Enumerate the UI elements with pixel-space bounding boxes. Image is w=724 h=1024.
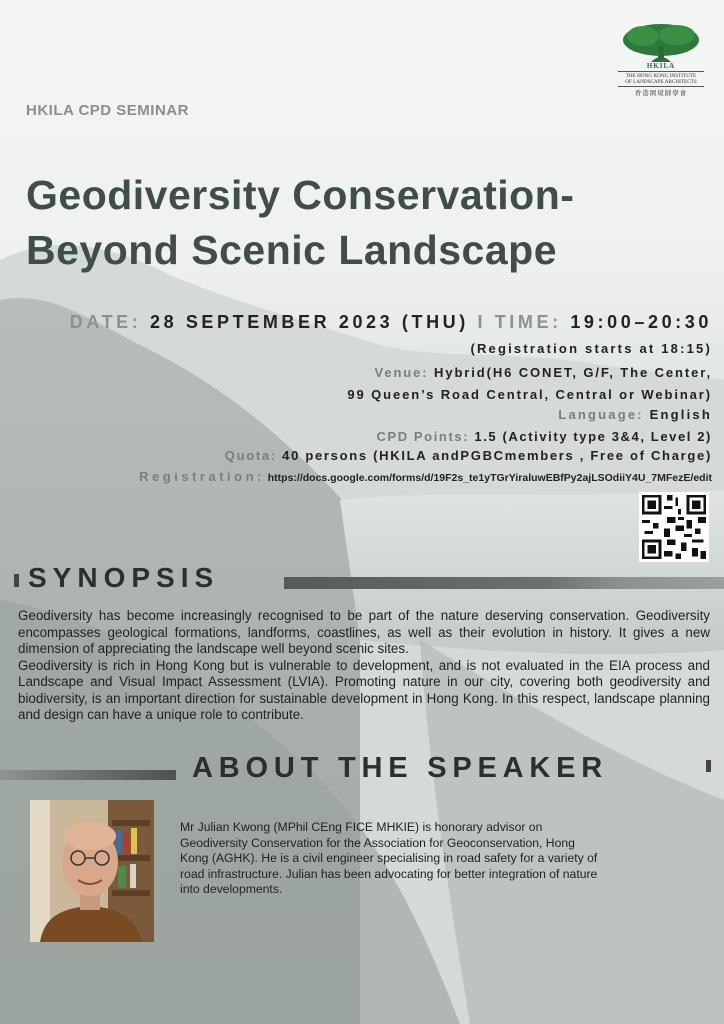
- page-title: [26, 168, 574, 278]
- synopsis-heading: SYNOPSIS: [28, 562, 220, 593]
- separator: I: [477, 312, 487, 332]
- synopsis-body: [18, 608, 710, 724]
- language-row: [558, 407, 712, 422]
- date-time-row: [70, 312, 712, 333]
- tree-logo-icon: [621, 22, 701, 64]
- quota-value: 40 persons (HKILA andPGBCmembers , Free of Charge): [282, 448, 712, 463]
- logo-full-name: [618, 71, 704, 87]
- venue-row: [374, 365, 712, 380]
- registration-row: [139, 469, 712, 484]
- logo-chinese-name: 香港園境師學會: [634, 90, 688, 97]
- registration-link[interactable]: https://docs.google.com/forms/d/19F2s_te1yTGrYiraluwEBfPy2ajLSOdiiY4U_7MFezE/edit: [267, 472, 712, 484]
- synopsis-paragraph: Geodiversity is rich in Hong Kong but is vulnerable to development, and is not evaluated in the EIA process and Landscape and Visual Impact Assessment (LVIA). Promoting nature in our city, covering both geodiversity and biodiversity, is an important direction for sustainable development in Hong Kong. In this respect, landscape planning and design can have a unique role to contribute.: [18, 657, 710, 722]
- logo-name-line1: THE HONG KONG INSTITUTE: [625, 73, 697, 79]
- title-line2: Beyond Scenic Landscape: [26, 227, 558, 273]
- registration-start: (Registration starts at 18:15): [470, 341, 712, 356]
- quota-label: Quota:: [224, 448, 277, 463]
- hkila-logo: [618, 22, 704, 97]
- speaker-divider: [0, 770, 176, 780]
- logo-abbreviation: HKILA: [646, 62, 676, 70]
- speaker-bio: Mr Julian Kwong (MPhil CEng FICE MHKIE) is honorary advisor on Geodiversity Conservation for the Association for Geoconservation, Hong Kong (AGHK). He is a civil engineer specialising in road safety for a variety of road infrastructure. Julian has been advocating for better integration of nature into developments.: [180, 820, 598, 896]
- language-value: English: [649, 407, 712, 422]
- logo-name-line2: OF LANDSCAPE ARCHITECTS: [625, 79, 697, 85]
- date-value: 28 SEPTEMBER 2023 (THU): [150, 312, 469, 332]
- language-label: Language:: [558, 407, 644, 422]
- registration-label: Registration:: [139, 469, 265, 484]
- synopsis-bullet: [14, 574, 19, 587]
- speaker-heading: ABOUT THE SPEAKER: [192, 752, 609, 784]
- venue-value-line2: 99 Queen’s Road Central, Central or Webinar): [347, 387, 712, 402]
- time-value: 19:00–20:30: [570, 312, 712, 332]
- seminar-label: HKILA CPD SEMINAR: [26, 102, 189, 119]
- speaker-photo: [30, 800, 154, 942]
- synopsis-divider: [284, 577, 724, 589]
- cpd-row: [376, 429, 712, 444]
- cpd-value: 1.5 (Activity type 3&4, Level 2): [474, 429, 712, 444]
- venue-label: Venue:: [374, 365, 429, 380]
- cpd-label: CPD Points:: [376, 429, 470, 444]
- time-label: TIME:: [494, 312, 562, 332]
- speaker-bullet: [706, 760, 711, 772]
- venue-value-line1: Hybrid(H6 CONET, G/F, The Center,: [434, 365, 712, 380]
- synopsis-paragraph: Geodiversity has become increasingly recognised to be part of the nature deserving conservation. Geodiversity encompasses geological formations, landforms, coastlines, as well as their evolution in history. It gives a new dimension of appreciating the landscape well beyond scenic sites.: [18, 608, 710, 656]
- title-line1: Geodiversity Conservation-: [26, 172, 575, 218]
- qr-code-icon[interactable]: [639, 492, 709, 562]
- quota-row: [225, 448, 712, 463]
- date-label: DATE:: [69, 312, 142, 332]
